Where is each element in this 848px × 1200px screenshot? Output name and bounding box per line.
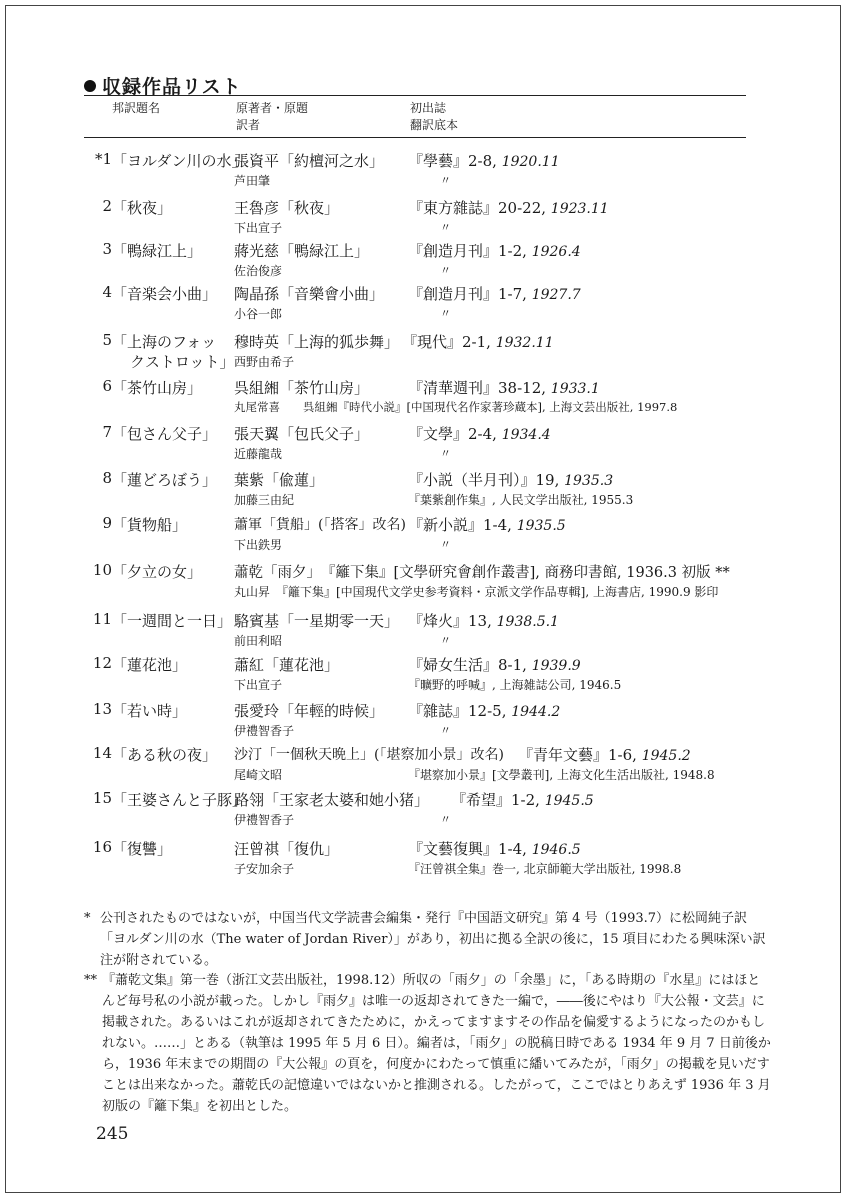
entry-number: 5 xyxy=(102,331,112,349)
entry-publication xyxy=(408,197,609,218)
entry-publication xyxy=(408,469,613,490)
entry-original: 張愛玲「年輕的時候」 xyxy=(234,702,385,720)
entry-publication-date: 1927.7 xyxy=(531,287,581,303)
entry-publication-date: 1944.2 xyxy=(511,704,561,720)
entry-publication-date: 1926.4 xyxy=(531,244,581,260)
entry-original: 葉紫「偸蓮」 xyxy=(234,471,325,489)
entry-japanese-title: 「貨物船」 xyxy=(112,516,188,534)
entry-japanese-title: 「包さん父子」 xyxy=(112,425,218,443)
entry-japanese-title: 「音楽会小曲」 xyxy=(112,285,218,303)
entry-japanese-title: 「王婆さんと子豚」 xyxy=(112,791,248,809)
entry-publication-title: 『烽火』13, xyxy=(408,612,497,630)
entry-publication-date: 1932.11 xyxy=(495,335,554,351)
entry-number: 3 xyxy=(102,240,112,258)
entry-number: 6 xyxy=(102,377,112,395)
entry-translator: 加藤三由紀 xyxy=(234,493,295,507)
entry-publication-date: 1939.9 xyxy=(531,658,581,674)
entry-original: 張資平「約檀河之水」 xyxy=(234,152,385,170)
entry-publication-date: 1934.4 xyxy=(501,427,551,443)
entry-publication-date: 1933.1 xyxy=(550,381,600,397)
entry-original: 汪曾祺「復仇」 xyxy=(234,840,340,858)
entry-publication-title: 『創造月刊』1-7, xyxy=(408,285,532,303)
entry-original: 駱賓基「一星期零一天」 xyxy=(234,612,400,630)
bullet-icon xyxy=(84,80,96,92)
entry-original: 沙汀「一個秋天晩上」(「堪察加小景」改名) xyxy=(234,747,504,763)
entry-translator: 西野由希子 xyxy=(234,355,295,369)
entry-publication xyxy=(408,700,560,721)
footnote-2 xyxy=(84,970,772,1117)
entry-base-text: 〃 xyxy=(440,221,451,234)
entry-publication-title: 『文學』2-4, xyxy=(408,425,502,443)
entry-base-text: 『曠野的呼喊』, 上海雑誌公司, 1946.5 xyxy=(408,678,622,692)
entry-translator: 丸尾常喜 呉組緗『時代小説』[中国現代名作家著珍蔵本], 上海文芸出版社, 1997.8 xyxy=(234,400,678,414)
col-header-base: 翻訳底本 xyxy=(410,118,459,132)
entry-translator: 佐治俊彦 xyxy=(234,264,283,278)
entry-base-text: 〃 xyxy=(440,813,451,826)
entry-publication xyxy=(408,283,581,304)
entry-publication xyxy=(451,789,594,810)
entry-publication-date: 1923.11 xyxy=(550,201,609,217)
entry-publication xyxy=(408,654,581,675)
entry-japanese-title: 「ヨルダン川の水」 xyxy=(112,152,247,170)
entry-publication-date: 1935.3 xyxy=(564,473,614,489)
entry-base-text: 〃 xyxy=(440,264,451,277)
header-bottom-rule xyxy=(84,137,746,138)
entry-publication-title: 『婦女生活』8-1, xyxy=(408,656,532,674)
footnote-2-mark: ** xyxy=(84,973,97,988)
entry-number: 11 xyxy=(92,610,112,628)
entry-japanese-title: 「上海のフォッ xyxy=(112,333,217,351)
entry-number: 8 xyxy=(102,469,112,487)
entry-base-text: 『汪曾祺全集』巻一, 北京師範大学出版社, 1998.8 xyxy=(408,862,682,876)
entry-publication xyxy=(408,514,566,535)
entry-publication-date: 1946.5 xyxy=(531,842,581,858)
entry-publication-title: 『創造月刊』1-2, xyxy=(408,242,532,260)
entry-japanese-title: 「ある秋の夜」 xyxy=(112,746,218,764)
entry-number: 13 xyxy=(92,700,112,718)
entry-publication-title: 『雜誌』12-5, xyxy=(408,702,512,720)
entry-number: 16 xyxy=(92,838,112,856)
entry-original: 路翎「王家老太婆和她小猪」 xyxy=(234,791,430,809)
entry-number: 9 xyxy=(102,514,112,532)
entry-original: 穆時英「上海的狐歩舞」 xyxy=(234,333,400,351)
entry-japanese-title: 「夕立の女」 xyxy=(112,563,203,581)
entry-translator: 伊禮智香子 xyxy=(234,724,295,738)
entry-japanese-title: 「蓮花池」 xyxy=(112,656,188,674)
entry-publication-title: 『青年文藝』1-6, xyxy=(518,746,642,764)
entry-publication-title: 『文藝復興』1-4, xyxy=(408,840,532,858)
entry-publication-title: 『東方雜誌』20-22, xyxy=(408,199,551,217)
entry-number: 14 xyxy=(92,744,112,762)
entry-translator: 芦田肇 xyxy=(234,174,271,188)
entry-japanese-title: 「秋夜」 xyxy=(112,199,173,217)
entry-publication-title: 『小説（半月刊）』19, xyxy=(408,471,565,489)
entry-japanese-title-cont: クストロット」 xyxy=(130,353,235,371)
entry-publication-date: 1920.11 xyxy=(501,154,560,170)
col-header-author: 原著者・原題 xyxy=(236,101,309,115)
entry-original: 蕭軍「貨船」(「搭客」改名) xyxy=(234,517,406,533)
entry-publication-title: 『清華週刊』38-12, xyxy=(408,379,551,397)
entry-publication-date: 1945.5 xyxy=(544,793,594,809)
entry-japanese-title: 「鴨緑江上」 xyxy=(112,242,203,260)
entry-publication xyxy=(408,240,581,261)
entry-number: 12 xyxy=(92,654,112,672)
header-top-rule xyxy=(84,95,746,96)
entry-publication-title: 『學藝』2-8, xyxy=(408,152,502,170)
entry-publication-date: 1938.5.1 xyxy=(496,614,559,630)
entry-original: 呉組緗「茶竹山房」 xyxy=(234,379,370,397)
entry-publication-title: 『現代』2-1, xyxy=(402,333,496,351)
footnote-1-text: 公刊されたものではないが，中国当代文学読書会編集・発行『中国語文研究』第 4 号（1993.7）に松岡純子訳「ヨルダン川の水（The water of Jordan River）」があり，初出に拠る全訳の後に，15 項目にわたる興味深い訳注が附されている。 xyxy=(100,911,766,968)
entry-translator: 下出鉄男 xyxy=(234,538,283,552)
entry-base-text: 〃 xyxy=(440,447,451,460)
entry-base-text: 〃 xyxy=(440,538,451,551)
col-header-title: 邦訳題名 xyxy=(112,101,161,115)
entry-publication-title: 『希望』1-2, xyxy=(451,791,545,809)
entry-publication xyxy=(408,377,600,398)
entry-translator: 子安加余子 xyxy=(234,862,295,876)
entry-publication xyxy=(408,838,581,859)
footnote-1 xyxy=(84,908,770,971)
entry-publication xyxy=(408,423,551,444)
entry-base-text: 〃 xyxy=(440,634,451,647)
entry-publication xyxy=(408,150,560,171)
entry-number: 10 xyxy=(92,561,112,579)
entry-number: 4 xyxy=(102,283,112,301)
entry-translator: 下出宣子 xyxy=(234,221,283,235)
footnote-2-text: 『蕭乾文集』第一巻（浙江文芸出版社，1998.12）所収の「雨夕」の「余墨」に，「ある時期の『水星』にはほとんど毎号私の小説が載った。しかし『雨夕』は唯一の返却されてきた一編で，――後にやはり『大公報・文芸』に掲載された。あるいはこれが返却されてきたために，かえってますますその作品を偏愛するようになったのかもしれない。……」とある（執筆は 1995 年 5 月 6 日）。編者は，「雨夕」の脱稿日時である 1934 年 9 月 7 日前後から，1936 年末までの期間の『大公報』の頁を，何度かにわたって慎重に繙いてみたが，「雨夕」の掲載を見いだすことは出来なかった。蕭乾氏の記憶違いではないかと推測される。したがって，ここではとりあえず 1936 年 3 月初版の『籬下集』を初出とした。 xyxy=(102,973,771,1114)
entry-publication xyxy=(408,610,559,631)
entry-japanese-title: 「一週間と一日」 xyxy=(112,612,233,630)
footnote-1-mark: * xyxy=(84,911,91,926)
entry-translator: 伊禮智香子 xyxy=(234,813,295,827)
entry-publication-date: 1945.2 xyxy=(641,748,691,764)
entry-original: 蕭紅「蓮花池」 xyxy=(234,656,340,674)
entry-japanese-title: 「蓮どろぼう」 xyxy=(112,471,218,489)
entry-number: *1 xyxy=(94,150,112,168)
entry-translator: 尾崎文昭 xyxy=(234,768,283,782)
entry-original: 張天翼「包氏父子」 xyxy=(234,425,370,443)
entry-translator: 近藤龍哉 xyxy=(234,447,283,461)
entry-original: 蕭乾「雨夕」 『籬下集』[文學研究會創作叢書], 商務印書館, 1936.3 初版 ** xyxy=(234,565,730,581)
entry-base-text: 〃 xyxy=(440,307,451,320)
entry-publication-title: 『新小説』1-4, xyxy=(408,516,517,534)
entry-base-text: 〃 xyxy=(440,724,451,737)
entry-publication-date: 1935.5 xyxy=(516,518,566,534)
entry-translator: 小谷一郎 xyxy=(234,307,283,321)
col-header-translator: 訳者 xyxy=(236,118,261,132)
entry-base-text: 〃 xyxy=(440,174,451,187)
entry-number: 15 xyxy=(92,789,112,807)
page-number: 245 xyxy=(96,1124,129,1144)
entry-translator: 丸山昇 『籬下集』[中国現代文学史参考資料・京派文学作品専輯], 上海書店, 1990.9 影印 xyxy=(234,585,719,599)
entry-japanese-title: 「若い時」 xyxy=(112,702,188,720)
entry-original: 王魯彦「秋夜」 xyxy=(234,199,340,217)
entry-japanese-title: 「茶竹山房」 xyxy=(112,379,203,397)
entry-base-text: 『葉紫創作集』, 人民文学出版社, 1955.3 xyxy=(408,493,634,507)
entry-publication xyxy=(518,744,691,765)
entry-number: 7 xyxy=(102,423,112,441)
entry-base-text: 『堪察加小景』[文學叢刊], 上海文化生活出版社, 1948.8 xyxy=(408,768,715,782)
entry-translator: 前田利昭 xyxy=(234,634,283,648)
entry-original: 蔣光慈「鴨緑江上」 xyxy=(234,242,370,260)
entry-publication xyxy=(402,331,554,352)
entry-number: 2 xyxy=(102,197,112,215)
entry-original: 陶晶孫「音樂會小曲」 xyxy=(234,285,385,303)
heading-text: 収録作品リスト xyxy=(102,76,242,98)
col-header-publication: 初出誌 xyxy=(410,101,447,115)
entry-translator: 下出宣子 xyxy=(234,678,283,692)
entry-japanese-title: 「復讐」 xyxy=(112,840,173,858)
